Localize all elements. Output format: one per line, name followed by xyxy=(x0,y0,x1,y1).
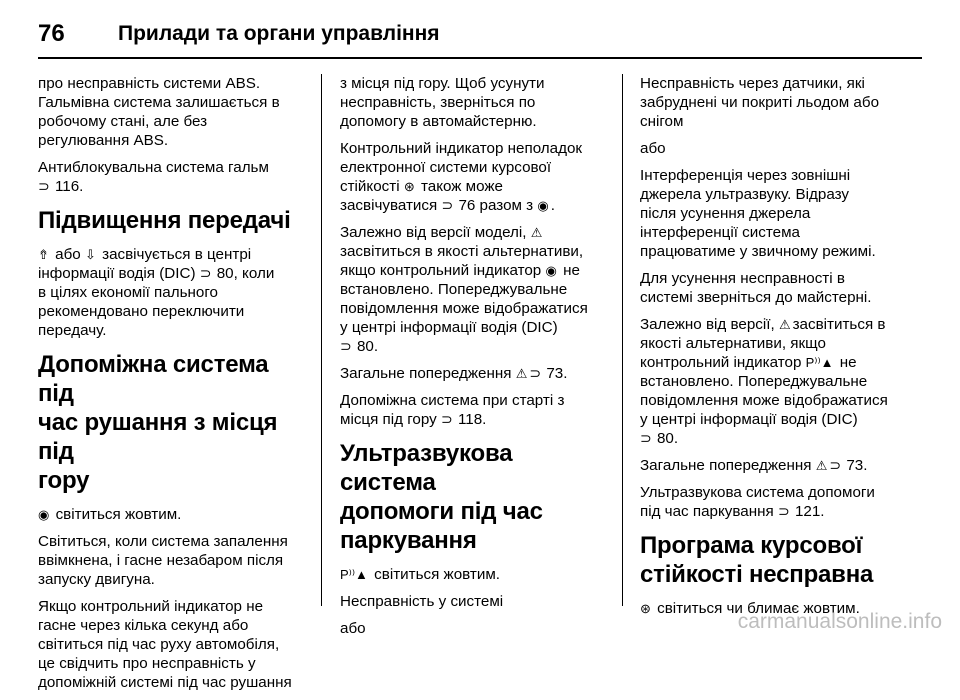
text: не встановлено. Попереджувальне повідомлення може відображатися у центрі інформації водія (DIC) xyxy=(340,262,588,336)
page-ref[interactable]: 116. xyxy=(54,178,84,195)
upshift-icon: ⇮ xyxy=(38,247,49,262)
paragraph xyxy=(38,505,308,524)
page-ref-icon: ⊃ xyxy=(829,457,842,473)
column-divider-1 xyxy=(321,74,322,606)
paragraph xyxy=(640,456,912,475)
warning-triangle-icon: ⚠ xyxy=(530,225,543,240)
text: якщо контрольний індикатор xyxy=(340,262,542,279)
page-ref[interactable]: 121. xyxy=(794,503,825,520)
paragraph xyxy=(340,364,606,383)
page-ref[interactable]: 76 разом з xyxy=(458,197,534,214)
page-ref-icon: ⊃ xyxy=(529,365,542,381)
text: якості альтернативи, якщо контрольний індикатор xyxy=(640,335,826,371)
page-ref-icon: ⊃ xyxy=(640,430,652,446)
page-title: Прилади та органи управління xyxy=(118,22,440,45)
page-ref-icon: ⊃ xyxy=(441,197,454,213)
paragraph: Інтерференція через зовнішні джерела ультразвуку. Відразу після усунення джерела інтерференції система працюватиме у звичному режимі. xyxy=(640,167,876,260)
text: засвічується в центрі xyxy=(102,246,252,263)
paragraph xyxy=(640,483,912,521)
column-1 xyxy=(38,74,308,700)
text: в цілях економії пального рекомендовано переключити передачу. xyxy=(38,284,245,339)
text: Загальне попередження xyxy=(640,457,812,474)
page-ref[interactable]: 80, коли xyxy=(216,265,275,282)
text: Контрольний індикатор неполадок електронної системи курсової стійкості xyxy=(340,140,583,195)
page-ref[interactable]: 73. xyxy=(846,457,868,474)
paragraph: Несправність у системі xyxy=(340,593,504,610)
paragraph xyxy=(38,158,308,196)
paragraph: Несправність через датчики, які забруднені чи покриті льодом або снігом xyxy=(640,75,880,130)
paragraph xyxy=(340,391,606,429)
hill-start-icon: ◉ xyxy=(38,507,50,522)
column-divider-2 xyxy=(622,74,623,606)
text: Загальне попередження xyxy=(340,365,512,382)
page-ref-icon: ⊃ xyxy=(199,265,212,281)
text: або xyxy=(55,246,81,263)
paragraph xyxy=(38,245,308,340)
column-3 xyxy=(640,74,912,626)
warning-triangle-icon: ⚠ xyxy=(515,366,528,381)
text: засвітиться в якості альтернативи, xyxy=(340,243,584,260)
page-ref-icon: ⊃ xyxy=(777,503,790,519)
text: Залежно від версії моделі, xyxy=(340,224,527,241)
paragraph: Контрольний індикатор неполадок електронної системи курсової стійкості ⊛ також може засвічуватися ⊃ 76 разом з ◉ . xyxy=(340,140,583,214)
text: світиться чи блимає жовтим. xyxy=(657,600,860,617)
text: інформації водія (DIC) xyxy=(38,265,196,282)
page-ref-icon: ⊃ xyxy=(441,411,453,427)
paragraph xyxy=(640,315,912,448)
page-header xyxy=(38,14,440,54)
text: також може xyxy=(420,178,503,195)
section-heading: Підвищення передачі xyxy=(38,207,291,234)
page-number: 76 xyxy=(38,20,65,47)
paragraph: про несправність системи ABS. Гальмівна система залишається в робочому стані, але без регулювання ABS. xyxy=(38,75,280,149)
paragraph: або xyxy=(640,140,666,157)
hill-start-icon: ◉ xyxy=(545,263,557,278)
section-heading: Допоміжна система під час рушання з місця під гору xyxy=(38,351,278,494)
shift-down-icon: ⇩ xyxy=(84,247,96,262)
page-ref-icon: ⊃ xyxy=(38,178,50,194)
paragraph: Світиться, коли система запалення ввімкнена, і гасне незабаром після запуску двигуна. xyxy=(38,533,288,588)
paragraph xyxy=(340,565,606,584)
section-heading: Програма курсової стійкості несправна xyxy=(640,532,874,588)
text: світиться жовтим. xyxy=(374,566,500,583)
text: світиться жовтим. xyxy=(55,506,182,523)
page-ref[interactable]: 80. xyxy=(656,430,679,447)
text: засвітиться в xyxy=(792,316,886,333)
text: Ультразвукова система допомоги під час паркування xyxy=(640,484,875,520)
text: не встановлено. Попереджувальне повідомлення може відображатися у центрі інформації водія (DIC) xyxy=(640,354,888,428)
column-2 xyxy=(340,74,606,646)
watermark: carmanualsonline.info xyxy=(737,610,942,633)
page-ref[interactable]: 80. xyxy=(356,338,379,355)
header-divider xyxy=(38,57,922,59)
page-ref-icon: ⊃ xyxy=(340,338,352,354)
section-heading: Ультразвукова система допомоги під час паркування xyxy=(340,440,543,554)
page-ref[interactable]: 73. xyxy=(546,365,568,382)
warning-triangle-icon: ⚠ xyxy=(815,458,828,473)
paragraph: Якщо контрольний індикатор не гасне через кілька секунд або світиться під час руху автомобіля, це свідчить про несправність у допоміжній системі під час рушання xyxy=(38,598,292,691)
page-ref[interactable]: 118. xyxy=(457,411,487,428)
text: Антиблокувальна система гальм xyxy=(38,159,269,176)
parking-assist-icon: P⁾⁾▲ xyxy=(340,567,368,582)
paragraph: з місця під гору. Щоб усунути несправність, зверніться по допомогу в автомайстерню. xyxy=(340,75,545,130)
parking-assist-icon: P⁾⁾▲ xyxy=(805,355,834,370)
paragraph: або xyxy=(340,620,366,637)
paragraph xyxy=(340,223,606,356)
hill-start-icon: ◉ xyxy=(537,198,549,213)
text: Допоміжна система при старті з місця під гору xyxy=(340,392,565,428)
text: засвічуватися xyxy=(340,197,438,214)
paragraph: Для усунення несправності в системі зверніться до майстерні. xyxy=(640,270,872,306)
text: Залежно від версії, xyxy=(640,316,775,333)
stability-control-icon: ⊛ xyxy=(403,179,415,194)
stability-control-icon: ⊛ xyxy=(640,601,651,616)
warning-triangle-icon: ⚠ xyxy=(778,317,791,332)
